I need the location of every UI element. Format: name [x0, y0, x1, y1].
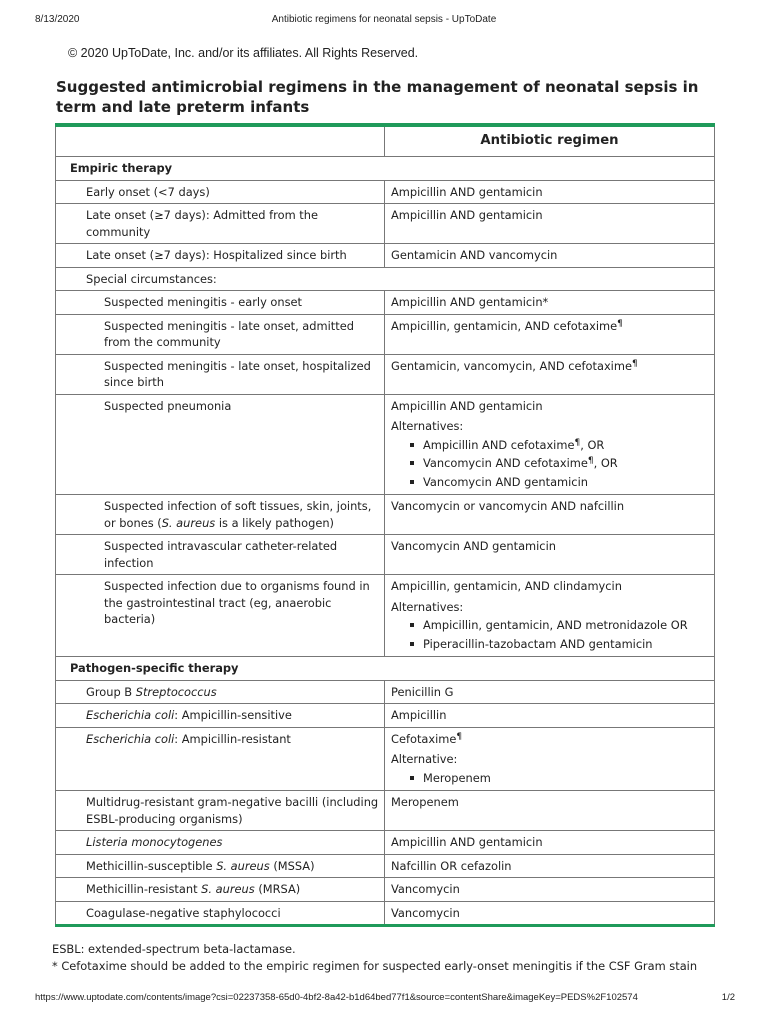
table-header-row: [56, 127, 715, 157]
regimen-cell: Ampicillin AND gentamicin: [385, 204, 715, 244]
condition-text-suffix: : Ampicillin-sensitive: [174, 708, 292, 722]
document-title: Suggested antimicrobial regimens in the management of neonatal sepsis in term and late preterm infants: [56, 78, 699, 116]
table-row: [56, 854, 715, 878]
header-blank-cell: [56, 127, 385, 157]
alternatives-label: Alternatives:: [391, 599, 464, 614]
copyright-notice: © 2020 UpToDate, Inc. and/or its affiliates. All Rights Reserved.: [68, 46, 419, 60]
regimen-cell: [385, 575, 715, 657]
table-row: [56, 535, 715, 575]
condition-text-suffix: (MSSA): [269, 858, 315, 873]
regimen-cell: [385, 354, 715, 394]
condition-cell: Suspected intravascular catheter-related infection: [56, 535, 385, 575]
regimen-cell: Ampicillin AND gentamicin*: [385, 291, 715, 315]
table-row: [56, 727, 715, 791]
regimen-cell: Ampicillin AND gentamicin: [385, 180, 715, 204]
pilcrow-footnote-mark: ¶: [587, 456, 594, 466]
table-row: [56, 831, 715, 855]
regimen-cell: Ampicillin: [385, 704, 715, 728]
table-row: [56, 791, 715, 831]
table-row: [56, 291, 715, 315]
print-footer: [0, 992, 768, 1006]
section-pathogen-specific-therapy: Pathogen-specific therapy: [56, 657, 715, 681]
regimen-cell: Penicillin G: [385, 680, 715, 704]
table-row: [56, 680, 715, 704]
regimen-text: Ampicillin, gentamicin, AND clindamycin: [391, 579, 622, 593]
header-antibiotic-regimen: Antibiotic regimen: [385, 127, 715, 157]
regimen-cell: Nafcillin OR cefazolin: [385, 854, 715, 878]
condition-cell: Suspected meningitis - early onset: [56, 291, 385, 315]
condition-cell: Suspected meningitis - late onset, admitted from the community: [56, 314, 385, 354]
regimen-cell: Vancomycin: [385, 878, 715, 902]
organism-name: S. aureus: [161, 515, 216, 530]
table-row: [56, 901, 715, 924]
alternatives-list: [391, 616, 709, 653]
table-row: [56, 394, 715, 495]
condition-cell: [56, 831, 385, 855]
alternatives-label: Alternatives:: [391, 419, 464, 433]
condition-cell: Suspected meningitis - late onset, hospitalized since birth: [56, 354, 385, 394]
list-item: Ampicillin, gentamicin, AND metronidazole OR: [423, 616, 709, 635]
alt-text: Ampicillin AND cefotaxime: [423, 437, 575, 452]
regimen-text: Gentamicin, vancomycin, AND cefotaxime: [391, 358, 632, 373]
table-row: [56, 244, 715, 268]
condition-cell: Suspected infection due to organisms found in the gastrointestinal tract (eg, anaerobic bacteria): [56, 575, 385, 657]
list-item: Meropenem: [423, 769, 709, 788]
list-item: Piperacillin-tazobactam AND gentamicin: [423, 635, 709, 654]
alternatives-list: [391, 436, 709, 492]
regimen-text: Ampicillin, gentamicin, AND cefotaxime: [391, 318, 618, 333]
condition-cell: [56, 680, 385, 704]
special-circumstances-label: Special circumstances:: [56, 267, 715, 291]
list-item: Vancomycin AND gentamicin: [423, 473, 709, 492]
regimen-text: Cefotaxime: [391, 731, 457, 746]
condition-text: Methicillin-susceptible: [86, 858, 217, 873]
footnotes: [52, 941, 742, 975]
section-empiric-therapy: Empiric therapy: [56, 157, 715, 181]
table-row: [56, 314, 715, 354]
section-row: [56, 657, 715, 681]
condition-text: Group B: [86, 684, 136, 699]
alt-text-suffix: , OR: [593, 456, 618, 470]
condition-cell: Early onset (<7 days): [56, 180, 385, 204]
pilcrow-footnote-mark: ¶: [456, 731, 463, 742]
regimen-text: Ampicillin AND gentamicin: [391, 398, 543, 413]
organism-name: Streptococcus: [135, 684, 217, 699]
condition-cell: [56, 495, 385, 535]
table-row: [56, 495, 715, 535]
condition-text: Methicillin-resistant: [86, 882, 202, 896]
regimen-cell: [385, 314, 715, 354]
alternatives-list: [391, 769, 709, 788]
list-item: [423, 436, 709, 455]
table-row: [56, 204, 715, 244]
regimen-cell: Meropenem: [385, 791, 715, 831]
organism-name: Escherichia coli: [86, 731, 175, 746]
organism-name: Listeria monocytogenes: [86, 835, 223, 849]
table-row: [56, 180, 715, 204]
condition-cell: Late onset (≥7 days): Admitted from the community: [56, 204, 385, 244]
page-number: 1/2: [721, 992, 735, 1003]
print-date: 8/13/2020: [35, 14, 80, 25]
condition-text-suffix: is a likely pathogen): [215, 515, 334, 530]
table-row: [56, 575, 715, 657]
regimen-table-container: [55, 123, 715, 927]
pilcrow-footnote-mark: ¶: [617, 318, 623, 329]
table-row: [56, 267, 715, 291]
regimen-cell: Vancomycin or vancomycin AND nafcillin: [385, 495, 715, 535]
source-url: https://www.uptodate.com/contents/image?csi=02237358-65d0-4bf2-8a42-b1d64bed77f1&source=contentShare&imageKey=PEDS%2F102574: [35, 992, 638, 1003]
print-page-title: Antibiotic regimens for neonatal sepsis - UpToDate: [271, 14, 497, 25]
regimen-cell: Gentamicin AND vancomycin: [385, 244, 715, 268]
regimen-cell: Ampicillin AND gentamicin: [385, 831, 715, 855]
condition-cell: Late onset (≥7 days): Hospitalized since birth: [56, 244, 385, 268]
condition-cell: [56, 878, 385, 902]
regimen-cell: [385, 727, 715, 791]
organism-name: S. aureus: [216, 858, 270, 873]
table-row: [56, 354, 715, 394]
organism-name: Escherichia coli: [86, 708, 175, 722]
alt-text-suffix: , OR: [580, 437, 605, 452]
regimen-cell: [385, 394, 715, 495]
condition-cell: Suspected pneumonia: [56, 394, 385, 495]
organism-name: S. aureus: [201, 882, 255, 896]
pilcrow-footnote-mark: ¶: [574, 437, 581, 448]
table-row: [56, 704, 715, 728]
regimen-table: [55, 127, 715, 924]
section-row: [56, 157, 715, 181]
alt-text: Vancomycin AND cefotaxime: [423, 456, 588, 470]
condition-text-suffix: (MRSA): [254, 882, 301, 896]
footnote-asterisk: * Cefotaxime should be added to the empiric regimen for suspected early-onset meningitis if the CSF Gram stain: [52, 959, 698, 973]
condition-cell: Multidrug-resistant gram-negative bacilli (including ESBL-producing organisms): [56, 791, 385, 831]
list-item: [423, 454, 709, 473]
print-header: [0, 14, 768, 28]
regimen-cell: Vancomycin: [385, 901, 715, 924]
footnote-esbl: ESBL: extended-spectrum beta-lactamase.: [52, 942, 296, 956]
pilcrow-footnote-mark: ¶: [631, 358, 638, 369]
condition-text: Suspected infection of soft tissues, skin, joints, or bones (: [104, 499, 372, 530]
condition-cell: [56, 727, 385, 791]
condition-cell: [56, 854, 385, 878]
condition-cell: Coagulase-negative staphylococci: [56, 901, 385, 924]
regimen-cell: Vancomycin AND gentamicin: [385, 535, 715, 575]
alternative-label: Alternative:: [391, 752, 458, 766]
condition-text-suffix: : Ampicillin-resistant: [174, 731, 291, 746]
condition-cell: [56, 704, 385, 728]
table-row: [56, 878, 715, 902]
